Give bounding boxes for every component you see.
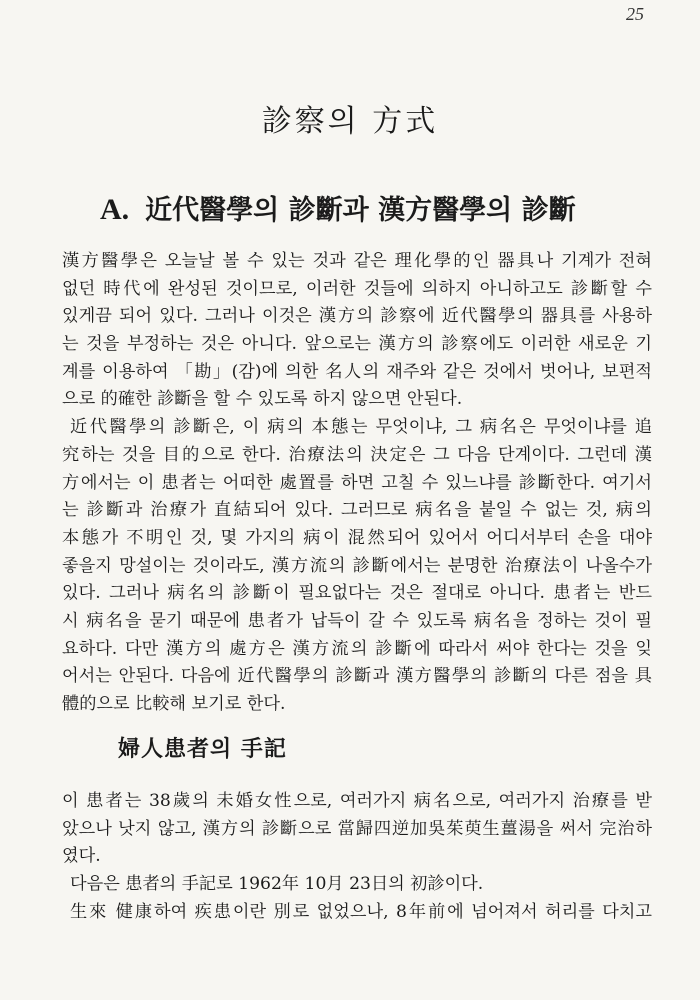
text-line: 시 病名을 묻기 때문에 患者가 납득이 갈 수 있도록 病名을 정하는 것이 필 (62, 610, 652, 631)
chapter-title: 診察의 方式 (261, 104, 439, 139)
body-text-main (62, 248, 652, 719)
text-line: 方에서는 이 患者는 어떠한 處置를 하면 고칠 수 있느냐를 診斷한다. 여기서 (62, 472, 652, 493)
body-text-patient-notes (62, 788, 652, 926)
section-heading (100, 188, 660, 227)
text-line: 近代醫學의 診斷은, 이 病의 本態는 무엇이냐, 그 病名은 무엇이냐를 追 (70, 417, 652, 438)
text-line: 좋을지 망설이는 것이라도, 漢方流의 診斷에서는 분명한 治療法이 나올수가 (62, 555, 652, 576)
text-line: 本態가 不明인 것, 몇 가지의 病이 混然되어 있어서 어디서부터 손을 대야 (62, 527, 652, 548)
text-line: 는 診斷과 治療가 直結되어 있다. 그러므로 病名을 붙일 수 없는 것, 病의 (62, 500, 652, 521)
text-line: 漢方醫學은 오늘날 볼 수 있는 것과 같은 理化學的인 器具나 기계가 전혀 (62, 251, 652, 271)
text-line: 없던 時代에 완성된 것이므로, 이러한 것들에 의하지 아니하고도 診斷할 수 (62, 278, 652, 299)
subheading: 婦人患者의 手記 (118, 736, 287, 762)
text-line: 있게끔 되어 있다. 그러나 이것은 漢方의 診察에 近代醫學의 器具를 사용하 (62, 306, 652, 327)
text-line: 다음은 患者의 手記로 1962年 10月 23日의 初診이다. (70, 874, 484, 895)
text-line: 으로 的確한 診斷을 할 수 있도록 하지 않으면 안된다. (62, 389, 463, 410)
section-letter: A. (100, 193, 130, 226)
text-line: 았으나 낫지 않고, 漢方의 診斷으로 當歸四逆加吳茱萸生薑湯을 써서 完治하 (62, 818, 652, 839)
text-line: 있다. 그러나 病名의 診斷이 필요없다는 것은 절대로 아니다. 患者는 반드 (62, 583, 652, 604)
page-number: 25 (626, 4, 644, 24)
text-line: 요하다. 다만 漢方의 處方은 漢方流의 診斷에 따라서 써야 한다는 것을 잊 (62, 638, 652, 659)
text-line: 生來 健康하여 疾患이란 別로 없었으나, 8年前에 넘어져서 허리를 다치고 (70, 901, 652, 922)
text-line: 究하는 것을 目的으로 한다. 治療法의 決定은 그 다음 단계이다. 그런데 漢 (62, 444, 652, 465)
section-title: 近代醫學의 診斷과 漢方醫學의 診斷 (145, 195, 576, 226)
text-line: 였다. (62, 846, 101, 867)
text-line: 는 것을 부정하는 것은 아니다. 앞으로는 漢方의 診察에도 이러한 새로운 기 (62, 334, 652, 355)
text-line: 이 患者는 38歲의 未婚女性으로, 여러가지 病名으로, 여러가지 治療를 받 (62, 791, 652, 811)
text-line: 體的으로 比較해 보기로 한다. (62, 694, 286, 714)
text-line: 계를 이용하여 「勘」(감)에 의한 名人의 재주와 같은 것에서 벗어나, 보편적 (62, 361, 652, 382)
text-line: 어서는 안된다. 다음에 近代醫學의 診斷과 漢方醫學의 診斷의 다른 점을 具 (62, 666, 652, 687)
